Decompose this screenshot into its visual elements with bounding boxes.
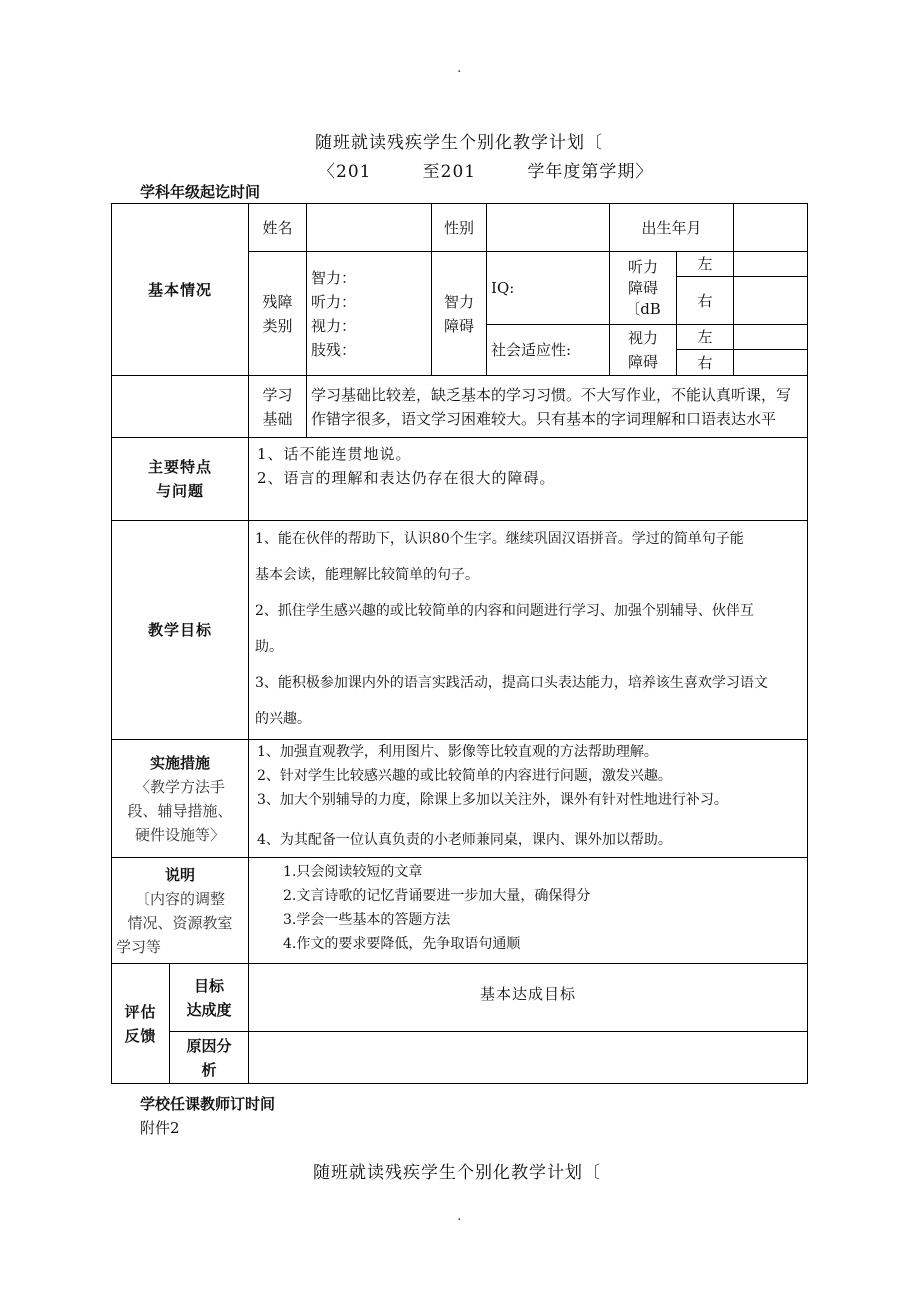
attachment-label: 附件2 [140, 1119, 180, 1137]
features-list: 1、话不能连贯地说。 2、语言的理解和表达仍存在很大的障碍。 [249, 438, 808, 521]
vision-disorder-label: 视力 障碍 [610, 325, 677, 376]
vision-left-label: 左 [677, 325, 734, 350]
teacher-sign-line: 学校任课教师订时间 [140, 1095, 276, 1113]
reason-analysis-value [249, 1032, 808, 1084]
gender-label: 性别 [432, 204, 487, 252]
vision-right-label: 右 [677, 350, 734, 376]
iq-label: IQ: [487, 252, 610, 325]
hearing-left-label: 左 [677, 252, 734, 277]
measures-list: 1、加强直观教学，利用图片、影像等比较直观的方法帮助理解。 2、针对学生比较感兴趣的或比较简单的内容进行问题，激发兴趣。 3、加大个别辅导的力度，除课上多加以关注外，课外有针对性地进行补习。 4、为其配备一位认真负责的小老师兼同桌，课内、课外加以帮助。 [249, 740, 808, 858]
hearing-left-value [734, 252, 808, 277]
gender-value [487, 204, 610, 252]
disability-type-label: 残障 类别 [249, 252, 307, 376]
target-achievement-value: 基本达成目标 [249, 964, 808, 1032]
disability-type-list: 智力： 听力： 视力： 肢残： [307, 252, 432, 376]
page-mark-top: . [457, 60, 462, 76]
target-achievement-label: 目标 达成度 [170, 964, 249, 1032]
features-label: 主要特点 与问题 [112, 438, 249, 521]
study-basis-text: 学习基础比较差，缺乏基本的学习习惯。不大写作业，不能认真听课，写作错字很多，语文学习困难较大。只有基本的字词理解和口语表达水平 [307, 376, 808, 438]
hearing-right-label: 右 [677, 277, 734, 325]
hearing-right-value [734, 277, 808, 325]
birth-label: 出生年月 [610, 204, 734, 252]
school-year-line: 〈201 至201 学年度第学期〉 [318, 162, 654, 182]
document-title: 随班就读残疾学生个别化教学计划〔 [315, 133, 603, 153]
vision-right-value [734, 350, 808, 376]
name-label: 姓名 [249, 204, 307, 252]
teaching-goals-label: 教学目标 [112, 521, 249, 740]
reason-analysis-label: 原因分 析 [170, 1032, 249, 1084]
vision-left-value [734, 325, 808, 350]
subject-grade-line: 学科年级起讫时间 [140, 183, 261, 201]
hearing-disorder-label: 听力 障碍 〔dB [610, 252, 677, 325]
birth-value [734, 204, 808, 252]
basic-info-label: 基本情况 [112, 204, 249, 376]
teaching-goals-list: 1、能在伙伴的帮助下，认识80个生字。继续巩固汉语拼音。学过的简单句子能 基本会读，能理解比较简单的句子。 2、抓住学生感兴趣的或比较简单的内容和问题进行学习、加强个别辅导、伙伴互 助。 3、能积极参加课内外的语言实践活动，提高口头表达能力，培养该生喜欢学习语文 的兴趣。 [249, 521, 808, 740]
teaching-plan-table [111, 203, 808, 1084]
intellect-disorder-label: 智力 障碍 [432, 252, 487, 376]
name-value [307, 204, 432, 252]
social-adaptability-label: 社会适应性: [487, 325, 610, 376]
basic-info-label-continued [112, 376, 249, 438]
page-mark-bottom: . [457, 1208, 462, 1224]
measures-label: 实施措施 〈教学方法手 段、辅导措施、 硬件设施等〉 [112, 740, 249, 858]
second-document-title: 随班就读残疾学生个别化教学计划〔 [313, 1163, 601, 1183]
notes-list: 1.只会阅读较短的文章 2.文言诗歌的记忆背诵要进一步加大量，确保得分 3.学会一些基本的答题方法 4.作文的要求要降低，先争取语句通顺 [249, 858, 808, 964]
evaluation-label: 评估 反馈 [112, 964, 170, 1084]
study-basis-label: 学习 基础 [249, 376, 307, 438]
notes-label: 说明 〔内容的调整 情况、资源教室 学习等 [112, 858, 249, 964]
